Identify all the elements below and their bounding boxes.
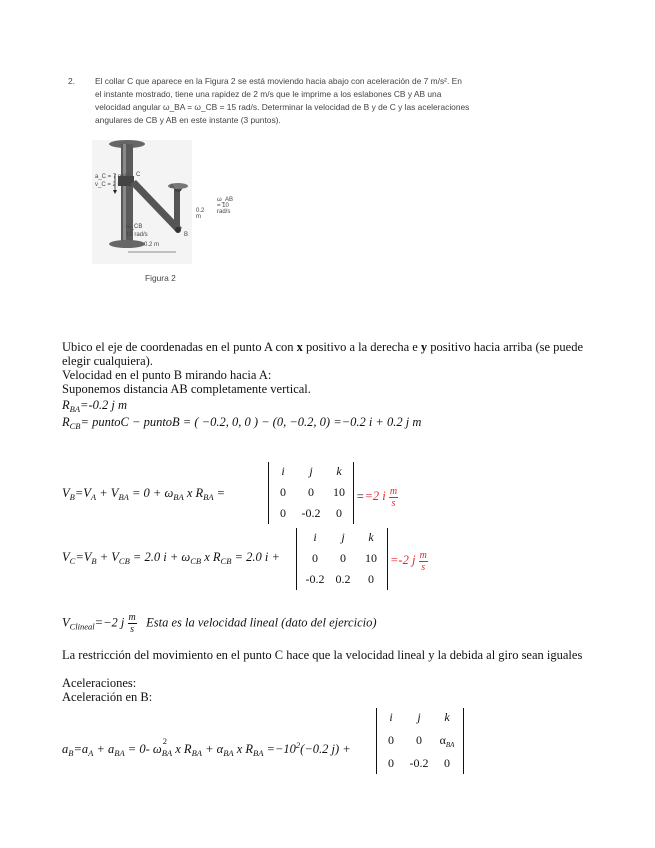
accel-heading: Aceleraciones: bbox=[62, 676, 137, 690]
assumption-text: Suponemos distancia AB completamente vertical. bbox=[62, 382, 311, 396]
problem-line-4: angulares de CB y AB en este instante (3 puntos). bbox=[95, 115, 281, 125]
axis-paragraph-cont: elegir cualquiera). bbox=[62, 354, 153, 368]
problem-line-2: el instante mostrado, tiene una rapidez de 2 m/s que le imprime a los eslabones CB y AB una bbox=[95, 89, 442, 99]
matrix-vb: i j k 0 0 10 0 -0.2 0 bbox=[268, 462, 354, 524]
eq-rba: $R_{BA}=-0.2$ j m bbox=[62, 398, 128, 414]
accel-b-heading: Aceleración en B: bbox=[62, 690, 153, 704]
problem-line-1: El collar C que aparece en la Figura 2 se está moviendo hacia abajo con aceleración de 7 m/s². En bbox=[95, 76, 462, 86]
vc-result: =-2 j $\frac{m}{s}$ bbox=[390, 550, 427, 573]
label-omega-ab: ω_AB = 10 rad/s bbox=[217, 197, 234, 215]
matrix-ab: i j k 0 0 $\alpha_{BA}$ 0 -0.2 0 bbox=[376, 708, 464, 774]
problem-line-3: velocidad angular ω_BA = ω_CB = 15 rad/s. Determinar la velocidad de B y de C y las aceleraciones bbox=[95, 102, 470, 112]
eq-vc: $V_C=V_B + V_{CB} = 2.0$ $i + \omega_{CB}$ x $R_{CB} = 2.0$ i + bbox=[62, 550, 280, 566]
constraint-text: La restricción del movimiento en el punto C hace que la velocidad lineal y la debida al giro sean iguales bbox=[62, 648, 583, 662]
label-a: A bbox=[170, 184, 175, 190]
eq-ab: $a_B=a_A + a_{BA} = 0-$ $\omega_{BA}$ 2 x $R_{BA} + \alpha_{BA}$ x $R_{BA} =-10^2(-0.2$ j) + bbox=[62, 736, 351, 758]
mechanism-drawing bbox=[92, 140, 192, 264]
eq-vb: $V_B=V_A + V_{BA} = 0 + \omega_{BA}$ x $R_{BA}$ = bbox=[62, 486, 226, 502]
label-ac: a_C = 7 m/s² bbox=[95, 174, 130, 180]
label-ab-length: 0.2 m bbox=[196, 208, 205, 220]
figure-caption: Figura 2 bbox=[145, 273, 176, 283]
problem-number: 2. bbox=[68, 76, 75, 86]
label-vc: v_C = 2 m/s bbox=[95, 182, 128, 188]
mechanism-figure bbox=[92, 140, 234, 264]
velocity-b-heading: Velocidad en el punto B mirando hacia A: bbox=[62, 368, 272, 382]
label-omega-cb: ω_CB bbox=[126, 224, 143, 230]
label-omega-cb-value: 10 rad/s bbox=[126, 232, 148, 238]
eq-rcb: $R_{CB}=$ puntoC − puntoB = ( −0.2, 0, 0 ) − (0, −0.2, 0) =−0.2 i + 0.2 j m bbox=[62, 415, 422, 431]
eq-vc-lineal: $V_{Clineal}=-2$ j $\frac{m}{s}$ Esta es la velocidad lineal (dato del ejercicio) bbox=[62, 612, 377, 635]
label-cb-length: 0.2 m bbox=[144, 242, 160, 248]
vb-result: ==2 i $\frac{m}{s}$ bbox=[356, 486, 398, 509]
label-b: B bbox=[184, 232, 189, 238]
axis-paragraph: Ubico el eje de coordenadas en el punto A con x positivo a la derecha e y positivo hacia arriba (se puede bbox=[62, 340, 584, 354]
label-c: C bbox=[136, 172, 141, 178]
matrix-vc: i j k 0 0 10 -0.2 0.2 0 bbox=[296, 528, 388, 590]
